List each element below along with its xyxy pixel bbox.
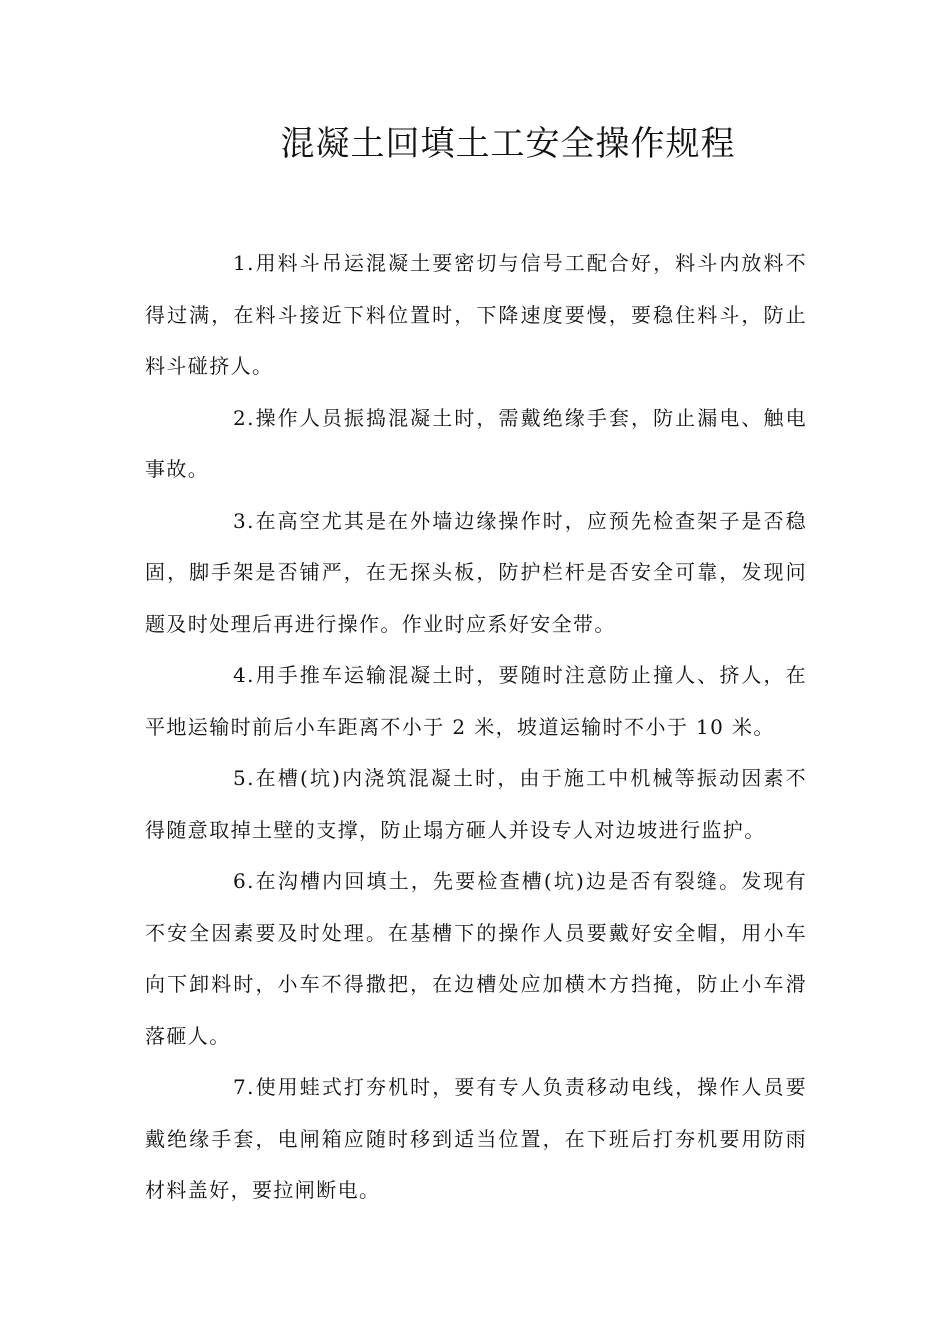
- paragraph-5: 5.在槽(坑)内浇筑混凝土时，由于施工中机械等振动因素不得随意取掉土壁的支撑，防止塌方砸人并设专人对边坡进行监护。: [145, 766, 807, 842]
- paragraph-2: 2.操作人员振捣混凝土时，需戴绝缘手套，防止漏电、触电事故。: [145, 405, 807, 481]
- paragraph-7: 7.使用蛙式打夯机时，要有专人负责移动电线，操作人员要戴绝缘手套，电闸箱应随时移到适当位置，在下班后打夯机要用防雨材料盖好，要拉闸断电。: [145, 1075, 807, 1202]
- document-title: 混凝土回填土工安全操作规程: [280, 124, 736, 164]
- paragraph-6: 6.在沟槽内回填土，先要检查槽(坑)边是否有裂缝。发现有不安全因素要及时处理。在基槽下的操作人员要戴好安全帽，用小车向下卸料时，小车不得撒把，在边槽处应加横木方挡掩，防止小车滑落砸人。: [145, 869, 807, 1048]
- paragraph-3: 3.在高空尤其是在外墙边缘操作时，应预先检查架子是否稳固，脚手架是否铺严，在无探头板，防护栏杆是否安全可靠，发现问题及时处理后再进行操作。作业时应系好安全带。: [145, 508, 807, 636]
- paragraph-1: 1.用料斗吊运混凝土要密切与信号工配合好，料斗内放料不得过满，在料斗接近下料位置时，下降速度要慢，要稳住料斗，防止料斗碰挤人。: [145, 251, 807, 378]
- document-body: [145, 238, 807, 1217]
- paragraph-4: 4.用手推车运输混凝土时，要随时注意防止撞人、挤人，在平地运输时前后小车距离不小于 2 米，坡道运输时不小于 10 米。: [145, 663, 807, 739]
